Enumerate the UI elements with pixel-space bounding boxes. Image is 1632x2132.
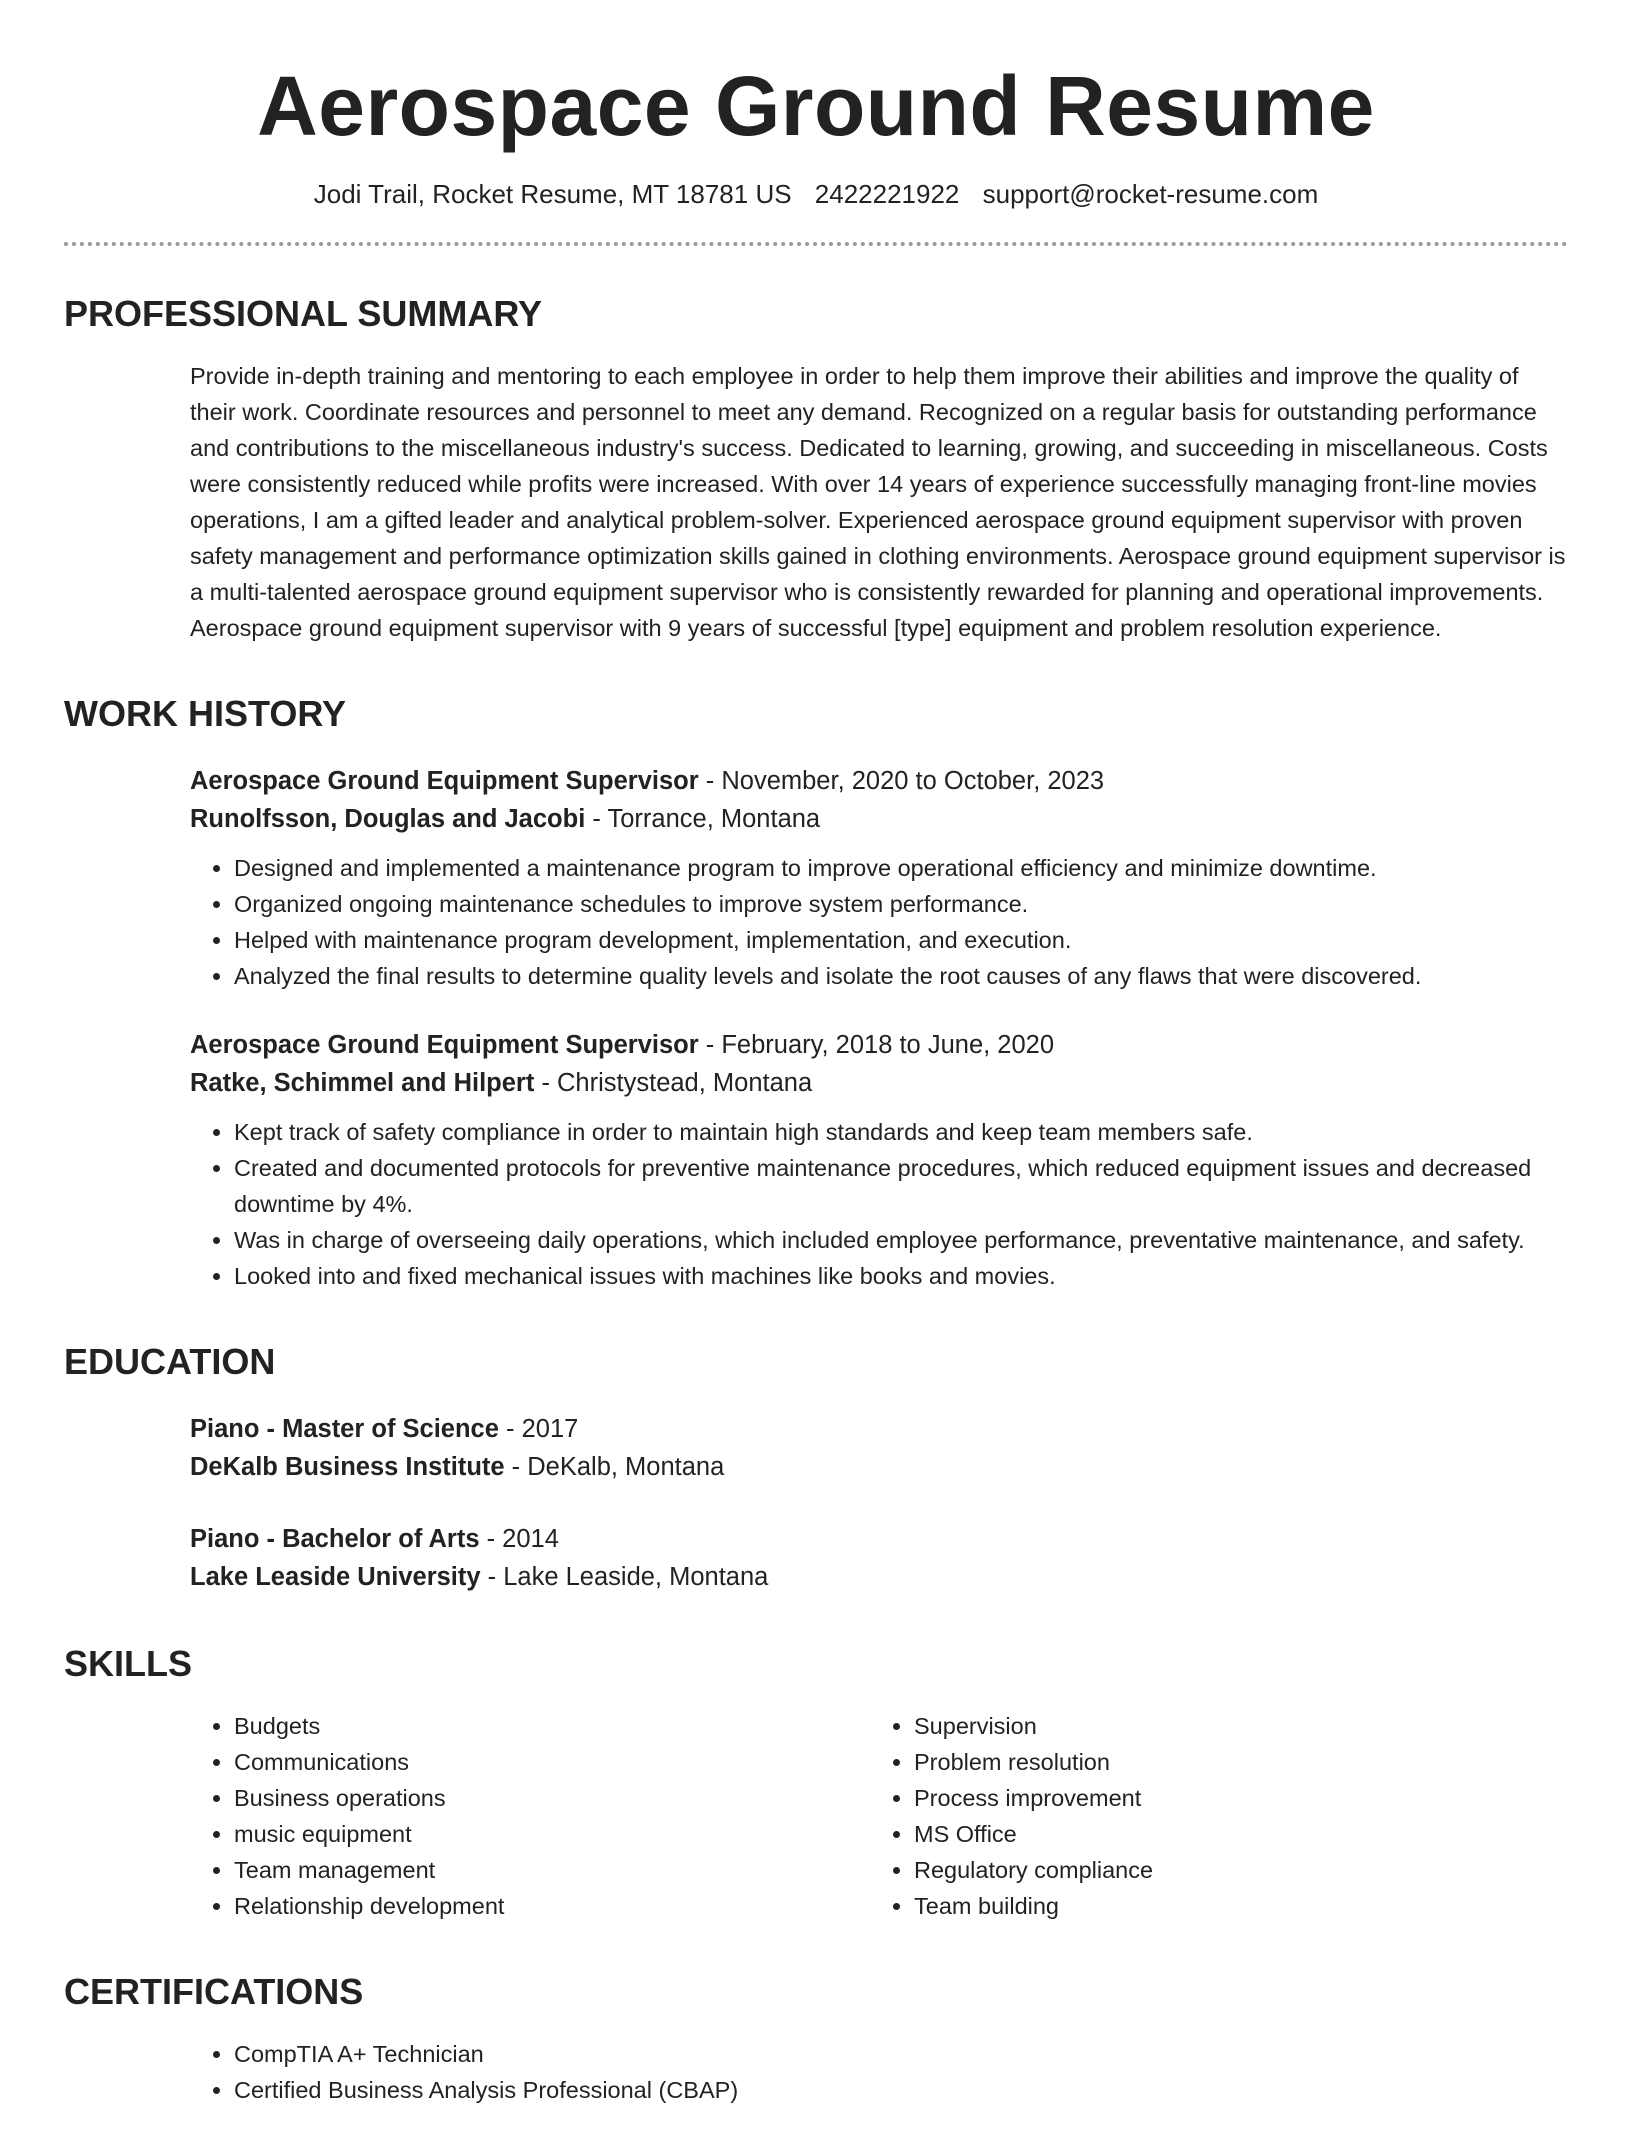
job-company-line xyxy=(190,800,1568,838)
job-bullet: • Created and documented protocols for preventive maintenance procedures, which reduced equipment issues and decreased downtime by 4%. xyxy=(234,1150,1568,1222)
education-year: - 2014 xyxy=(479,1525,559,1553)
section-heading-work: WORK HISTORY xyxy=(64,693,347,734)
skills-column-right xyxy=(870,1708,1514,1924)
education-year: - 2017 xyxy=(498,1415,579,1443)
job-bullet: • Looked into and fixed mechanical issues with machines like books and movies. xyxy=(234,1258,1568,1294)
education-list xyxy=(190,1410,1568,1596)
education-location: - DeKalb, Montana xyxy=(504,1453,725,1481)
job-bullets xyxy=(190,1114,1568,1294)
education-degree: Piano - Bachelor of Arts xyxy=(190,1525,480,1553)
education-school-line xyxy=(190,1558,1568,1596)
resume-title: Aerospace Ground Resume xyxy=(257,59,1375,153)
education-location: - Lake Leaside, Montana xyxy=(480,1563,769,1591)
education-school: Lake Leaside University xyxy=(190,1563,481,1591)
section-heading-certifications: CERTIFICATIONS xyxy=(64,1971,364,2012)
header-divider xyxy=(64,242,1568,246)
job-company: Runolfsson, Douglas and Jacobi xyxy=(190,805,586,833)
skills-grid xyxy=(190,1708,1568,1924)
job-bullet: • Designed and implemented a maintenance program to improve operational efficiency and minimize downtime. xyxy=(234,850,1568,886)
skill-item: • Supervision xyxy=(914,1708,1514,1744)
skill-item: • Process improvement xyxy=(914,1780,1514,1816)
skill-item: • Regulatory compliance xyxy=(914,1852,1514,1888)
skill-item: • MS Office xyxy=(914,1816,1514,1852)
contact-phone: 2422221922 xyxy=(814,179,960,209)
education-degree: Piano - Master of Science xyxy=(190,1415,499,1443)
certification-item: • CompTIA A+ Technician xyxy=(234,2036,1568,2072)
job-bullet: • Helped with maintenance program development, implementation, and execution. xyxy=(234,922,1568,958)
job-entry xyxy=(190,1026,1568,1294)
job-company: Ratke, Schimmel and Hilpert xyxy=(190,1069,535,1097)
job-dates: - November, 2020 to October, 2023 xyxy=(698,767,1105,795)
job-dates: - February, 2018 to June, 2020 xyxy=(698,1031,1055,1059)
skill-item: • music equipment xyxy=(234,1816,870,1852)
skills-column-left xyxy=(190,1708,870,1924)
job-entry xyxy=(190,762,1568,994)
section-heading-education: EDUCATION xyxy=(64,1341,276,1382)
section-heading-skills: SKILLS xyxy=(64,1643,193,1684)
job-bullet: • Analyzed the final results to determine quality levels and isolate the root causes of any flaws that were discovered. xyxy=(234,958,1568,994)
skill-item: • Business operations xyxy=(234,1780,870,1816)
education-entry xyxy=(190,1410,1568,1486)
skill-item: • Budgets xyxy=(234,1708,870,1744)
work-history xyxy=(190,762,1568,1294)
education-school-line xyxy=(190,1448,1568,1486)
job-company-line xyxy=(190,1064,1568,1102)
job-title: Aerospace Ground Equipment Supervisor xyxy=(190,1031,699,1059)
job-location: - Torrance, Montana xyxy=(585,805,821,833)
certifications-list xyxy=(190,2036,1568,2108)
certification-item: • Certified Business Analysis Professional (CBAP) xyxy=(234,2072,1568,2108)
education-school: DeKalb Business Institute xyxy=(190,1453,505,1481)
resume-page xyxy=(64,0,1568,2132)
skill-item: • Problem resolution xyxy=(914,1744,1514,1780)
job-title: Aerospace Ground Equipment Supervisor xyxy=(190,767,699,795)
skill-item: • Team building xyxy=(914,1888,1514,1924)
job-title-line xyxy=(190,1026,1568,1064)
skill-item: • Team management xyxy=(234,1852,870,1888)
contact-address: Jodi Trail, Rocket Resume, MT 18781 US xyxy=(313,179,792,209)
contact-line xyxy=(64,176,1568,212)
section-heading-summary: PROFESSIONAL SUMMARY xyxy=(64,293,543,334)
skill-item: • Relationship development xyxy=(234,1888,870,1924)
education-degree-line xyxy=(190,1410,1568,1448)
summary-text: Provide in-depth training and mentoring to each employee in order to help them improve their abilities and improve the quality of their work. Coordinate resources and personnel to meet any demand. Recognized on a regular basis for outstanding performance and contributions to the miscellaneous industry's success. Dedicated to learning, growing, and succeeding in miscellaneous. Costs were consistently reduced while profits were increased. With over 14 years of experience successfully managing front-line movies operations, I am a gifted leader and analytical problem-solver. Experienced aerospace ground equipment supervisor with proven safety management and performance optimization skills gained in clothing environments. Aerospace ground equipment supervisor is a multi-talented aerospace ground equipment supervisor who is consistently rewarded for planning and operational improvements. Aerospace ground equipment supervisor with 9 years of successful [type] equipment and problem resolution experience. xyxy=(190,363,1566,641)
skill-item: • Communications xyxy=(234,1744,870,1780)
job-bullets xyxy=(190,850,1568,994)
job-bullet: • Organized ongoing maintenance schedules to improve system performance. xyxy=(234,886,1568,922)
education-degree-line xyxy=(190,1520,1568,1558)
job-title-line xyxy=(190,762,1568,800)
job-bullet: • Kept track of safety compliance in order to maintain high standards and keep team members safe. xyxy=(234,1114,1568,1150)
contact-email[interactable]: support@rocket-resume.com xyxy=(982,179,1319,209)
certifications-section xyxy=(190,2036,1568,2108)
job-bullet: • Was in charge of overseeing daily operations, which included employee performance, preventative maintenance, and safety. xyxy=(234,1222,1568,1258)
education-entry xyxy=(190,1520,1568,1596)
job-location: - Christystead, Montana xyxy=(534,1069,813,1097)
